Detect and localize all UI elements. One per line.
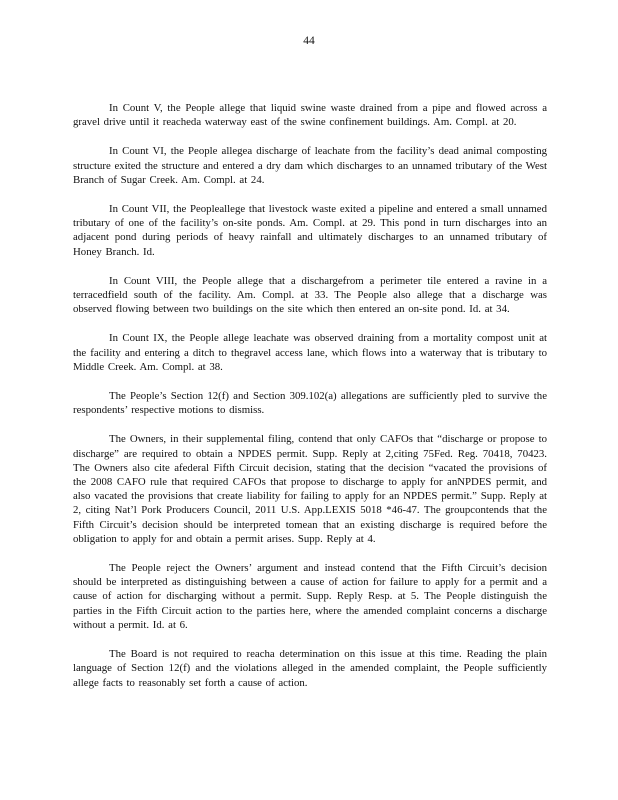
paragraph-count-vi: In Count VI, the People allegea discharge of leachate from the facility’s dead animal composting structure exited the structure and entered a dry dam which discharges to an unnamed tributary of the West Branch of Sugar Creek. Am. Compl. at 24. [73, 145, 547, 186]
paragraph-count-ix: In Count IX, the People allege leachate was observed draining from a mortality compost unit at the facility and entering a ditch to thegravel access lane, which flows into a waterway that is tributary to Middle Creek. Am. Compl. at 38. [73, 332, 547, 373]
paragraph-owners-contention: The Owners, in their supplemental filing, contend that only CAFOs that “discharge or propose to discharge” are required to obtain a NPDES permit. Supp. Reply at 2,citing 75Fed. Reg. 70418, 70423. The Owners also cite afederal Fifth Circuit decision, stating that the decision “vacated the provisions of the 2008 CAFO rule that required CAFOs that propose to discharge to apply for anNPDES permit, and also vacated the provisions that create liability for failing to apply for an NPDES permit.” Supp. Reply at 2, citing Nat’l Pork Producers Council, 2011 U.S. App.LEXIS 5018 *46-47. The groupcontends that the Fifth Circuit’s decision should be interpreted tomean that an existing discharge is required before the obligation to apply for and obtain a permit arises. Supp. Reply at 4. [73, 433, 547, 545]
paragraph-count-viii: In Count VIII, the People allege that a dischargefrom a perimeter tile entered a ravine in a terracedfield south of the facility. Am. Compl. at 33. The People also allege that a discharge was observed flowing between two buildings on the site which then entered an on-site pond. Id. at 34. [73, 274, 547, 316]
paragraph-count-vii: In Count VII, the Peopleallege that livestock waste exited a pipeline and entered a small unnamed tributary of one of the facility’s on-site ponds. Am. Compl. at 29. This pond in turn discharges into an adjacent pond during periods of heavy rainfall and ultimately discharges to an unnamed tributary of Honey Branch. Id. [73, 203, 547, 258]
page-number: 44 [303, 35, 315, 47]
paragraph-count-v: In Count V, the People allege that liquid swine waste drained from a pipe and flowed across a gravel drive until it reacheda waterway east of the swine confinement buildings. Am. Compl. at 20. [73, 102, 547, 129]
paragraph-board-determination: The Board is not required to reacha determination on this issue at this time. Reading the plain language of Section 12(f) and the violations alleged in the amended complaint, the People sufficiently allege facts to reasonably set forth a cause of action. [73, 648, 547, 689]
document-body [73, 101, 547, 705]
paragraph-allegations-sufficient: The People’s Section 12(f) and Section 309.102(a) allegations are sufficiently pled to survive the respondents’ respective motions to dismiss. [73, 390, 547, 417]
paragraph-people-reject: The People reject the Owners’ argument and instead contend that the Fifth Circuit’s decision should be interpreted as distinguishing between a cause of action for failure to apply for a permit and a cause of action for discharging without a permit. Supp. Reply Resp. at 5. The People distinguish the parties in the Fifth Circuit action to the parties here, where the amended complaint concerns a discharge without a permit. Id. at 6. [73, 562, 547, 631]
